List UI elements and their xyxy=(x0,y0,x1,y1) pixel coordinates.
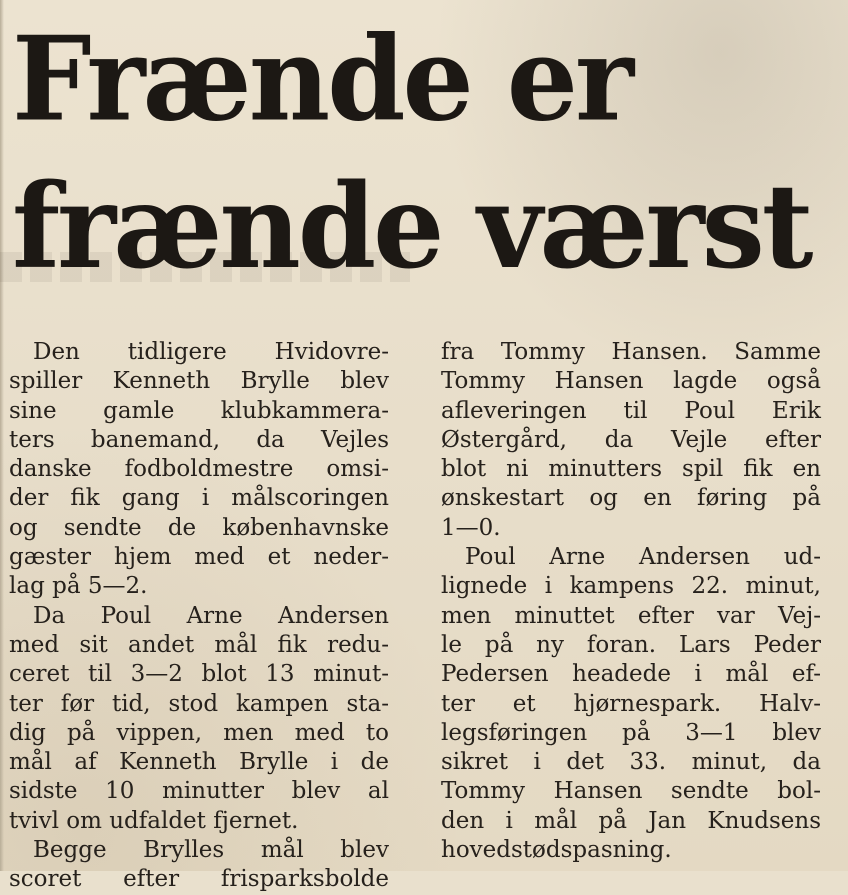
text-line: lag på 5—2. xyxy=(9,573,148,600)
article-column-right xyxy=(441,338,821,865)
text-line: Da Poul Arne Andersen xyxy=(33,602,389,629)
text-line: ceret til 3—2 blot 13 minut- xyxy=(9,661,389,688)
text-line: og sendte de københavnske xyxy=(9,514,389,541)
text-line: Tommy Hansen sendte bol- xyxy=(441,778,821,805)
text-line: mål af Kenneth Brylle i de xyxy=(9,749,389,776)
headline-line-1: Frænde er xyxy=(12,11,632,148)
text-line: fra Tommy Hansen. Samme xyxy=(441,339,821,365)
text-line: sikret i det 33. minut, da xyxy=(441,749,821,776)
text-line: Østergård, da Vejle efter xyxy=(441,426,821,453)
headline xyxy=(12,6,842,301)
article-column-left xyxy=(9,338,389,895)
text-line: ter før tid, stod kampen sta- xyxy=(9,690,389,717)
text-line: gæster hjem med et neder- xyxy=(9,544,389,571)
text-line: sine gamle klubkammera- xyxy=(9,397,389,424)
text-line: blot ni minutters spil fik en xyxy=(441,456,821,483)
text-line: spiller Kenneth Brylle blev xyxy=(9,368,389,395)
text-line: scoret efter frisparksbolde xyxy=(9,866,389,893)
text-line: hovedstødspasning. xyxy=(441,837,672,864)
text-line: Pedersen headede i mål ef- xyxy=(441,661,821,688)
text-line: sidste 10 minutter blev al xyxy=(9,778,389,805)
text-line: dig på vippen, men med to xyxy=(9,719,389,746)
text-line: den i mål på Jan Knudsens xyxy=(441,807,821,834)
text-line: der fik gang i målscoringen xyxy=(9,485,389,512)
text-line: lignede i kampens 22. minut, xyxy=(441,573,821,600)
text-line: le på ny foran. Lars Peder xyxy=(441,631,821,658)
text-line: Den tidligere Hvidovre- xyxy=(33,339,389,365)
text-line: afleveringen til Poul Erik xyxy=(441,397,821,424)
text-line: Tommy Hansen lagde også xyxy=(441,368,821,395)
text-line: men minuttet efter var Vej- xyxy=(441,602,821,629)
text-line: ønskestart og en føring på xyxy=(441,485,821,512)
headline-line-2: frænde værst xyxy=(12,158,811,296)
text-line: tvivl om udfaldet fjernet. xyxy=(9,807,299,834)
text-line: Poul Arne Andersen ud- xyxy=(465,544,821,571)
text-line: danske fodboldmestre omsi- xyxy=(9,456,389,483)
text-line: legsføringen på 3—1 blev xyxy=(441,719,821,746)
text-line: ters banemand, da Vejles xyxy=(9,426,389,453)
text-line: Begge Brylles mål blev xyxy=(33,837,389,864)
text-line: med sit andet mål fik redu- xyxy=(9,631,389,658)
paper-edge xyxy=(0,0,4,871)
text-line: ter et hjørnespark. Halv- xyxy=(441,690,821,717)
text-line: 1—0. xyxy=(441,514,501,541)
